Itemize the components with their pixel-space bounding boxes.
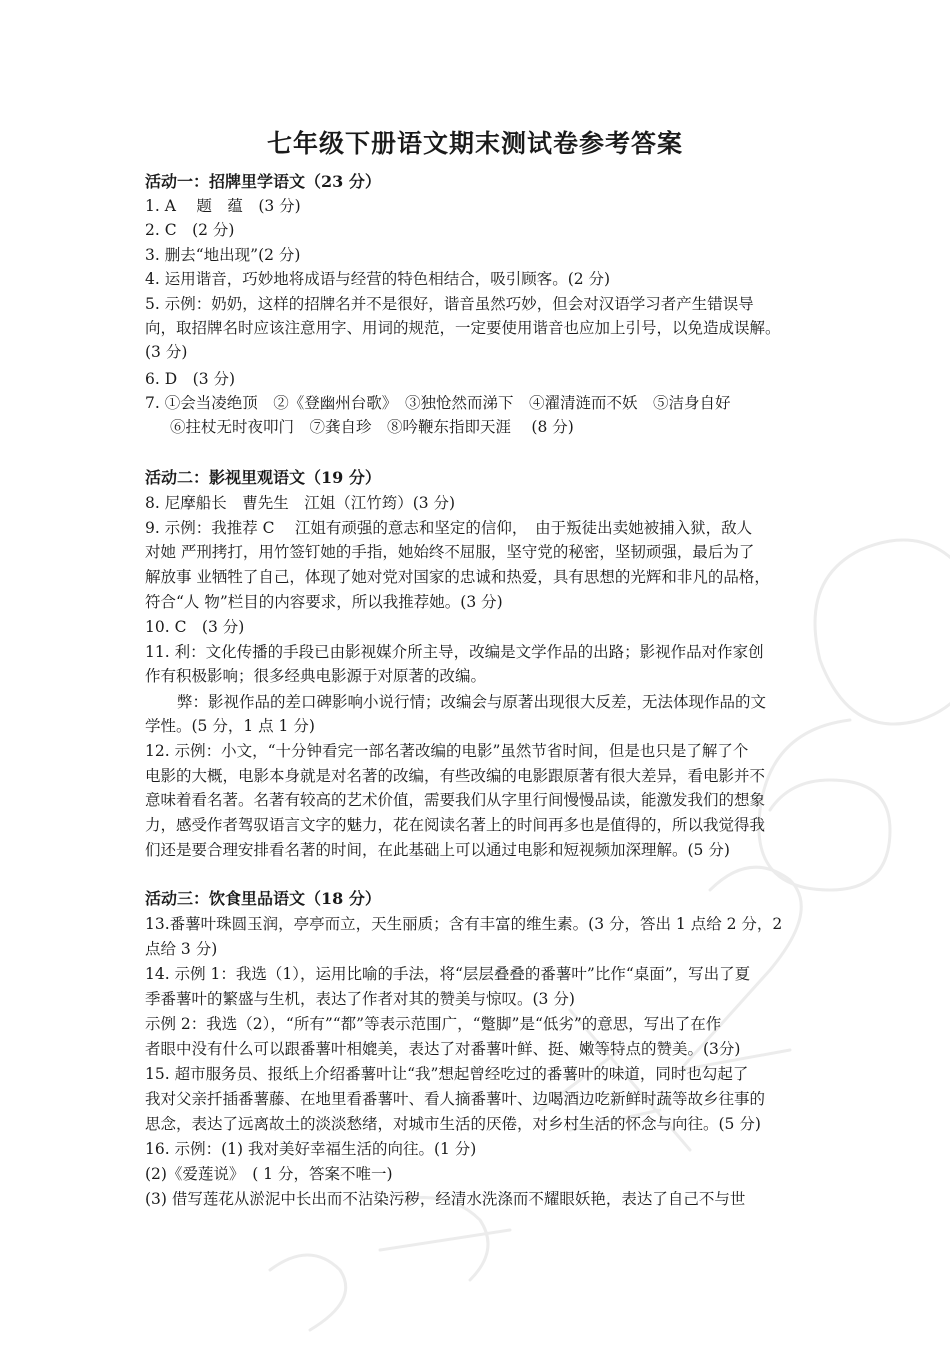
- answer-line: 11. 利：文化传播的手段已由影视媒介所主导，改编是文学作品的出路；影视作品对作家创: [145, 643, 764, 661]
- answer-line: 8. 尼摩船长 曹先生 江姐（江竹筠）(3 分): [145, 494, 456, 512]
- answer-line: (3) 借写莲花从淤泥中长出而不沾染污秽，经清水洗涤而不耀眼妖艳，表达了自己不与世: [145, 1190, 746, 1208]
- answer-line: 学性。(5 分，1 点 1 分): [145, 717, 315, 735]
- answer-line: 思念，表达了远离故土的淡淡愁绪，对城市生活的厌倦，对乡村生活的怀念与向往。(5 分): [145, 1115, 761, 1133]
- answer-line: 2. C (2 分): [145, 221, 235, 239]
- answer-line: 13.番薯叶珠圆玉润，亭亭而立，天生丽质；含有丰富的维生素。(3 分，答出 1 点给 2 分，2: [145, 915, 783, 933]
- answer-line: 示例 2：我选（2），“所有”“都”等表示范围广，“蹩脚”是“低劣”的意思，写出了在作: [145, 1015, 722, 1033]
- document-title: 七年级下册语文期末测试卷参考答案: [266, 129, 683, 158]
- answer-line: 力，感受作者驾驭语言文字的魅力，花在阅读名著上的时间再多也是值得的，所以我觉得我: [145, 816, 766, 834]
- answer-line: (2)《爱莲说》 ( 1 分，答案不唯一): [145, 1165, 393, 1183]
- answer-line: 解放事 业牺牲了自己，体现了她对党对国家的忠诚和热爱，具有思想的光辉和非凡的品格，: [145, 568, 770, 586]
- answer-line: 季番薯叶的繁盛与生机，表达了作者对其的赞美与惊叹。(3 分): [145, 990, 575, 1008]
- answer-line: 6. D (3 分): [145, 370, 236, 388]
- answer-line: 电影的大概，电影本身就是对名著的改编，有些改编的电影跟原著有很大差异，看电影并不: [145, 767, 766, 785]
- section-heading-activity-2: 活动二：影视里观语文（19 分）: [145, 468, 381, 487]
- answer-line: 者眼中没有什么可以跟番薯叶相媲美，表达了对番薯叶鲜、挺、嫩等特点的赞美。(3分): [145, 1040, 741, 1058]
- answer-line: ⑥拄杖无时夜叩门 ⑦龚自珍 ⑧吟鞭东指即天涯 (8 分): [170, 418, 574, 436]
- section-heading-activity-3: 活动三：饮食里品语文（18 分）: [145, 889, 381, 908]
- answer-line: 7. ①会当凌绝顶 ②《登幽州台歌》 ③独怆然而涕下 ④濯清涟而不妖 ⑤洁身自好: [145, 394, 731, 412]
- answer-line: 点给 3 分): [145, 940, 218, 958]
- answer-line: 16. 示例：(1) 我对美好幸福生活的向往。(1 分): [145, 1140, 477, 1158]
- answer-line: 1. A 题 蕴 (3 分): [145, 197, 301, 215]
- answer-line: 10. C (3 分): [145, 618, 245, 636]
- answer-line: 作有积极影响；很多经典电影源于对原著的改编。: [145, 667, 487, 685]
- section-heading-activity-1: 活动一：招牌里学语文（23 分）: [145, 172, 381, 191]
- answer-line: 12. 示例：小文，“十分钟看完一部名著改编的电影”虽然节省时间，但是也只是了解了个: [145, 742, 749, 760]
- answer-line: 们还是要合理安排看名著的时间，在此基础上可以通过电影和短视频加深理解。(5 分): [145, 841, 730, 859]
- answer-line: 我对父亲扦插番薯藤、在地里看番薯叶、看人摘番薯叶、边喝酒边吃新鲜时蔬等故乡往事的: [145, 1090, 766, 1108]
- answer-line: 14. 示例 1：我选（1），运用比喻的手法，将“层层叠叠的番薯叶”比作“桌面”，写出了夏: [145, 965, 751, 983]
- answer-line: 4. 运用谐音，巧妙地将成语与经营的特色相结合，吸引顾客。(2 分): [145, 270, 611, 288]
- answer-line: 3. 删去“地出现”(2 分): [145, 246, 301, 264]
- answer-line: 对她 严刑拷打，用竹签钉她的手指，她始终不屈服，坚守党的秘密，坚韧顽强，最后为了: [145, 543, 755, 561]
- answer-line: 意味着看名著。名著有较高的艺术价值，需要我们从字里行间慢慢品读，能激发我们的想象: [145, 791, 766, 809]
- answer-line: 符合“人 物”栏目的内容要求，所以我推荐她。(3 分): [145, 593, 503, 611]
- answer-line: 5. 示例：奶奶，这样的招牌名并不是很好，谐音虽然巧妙，但会对汉语学习者产生错误导: [145, 295, 754, 313]
- answer-line: 向，取招牌名时应该注意用字、用词的规范，一定要使用谐音也应加上引号，以免造成误解。: [145, 319, 781, 337]
- answer-line: 弊：影视作品的差口碑影响小说行情；改编会与原著出现很大反差，无法体现作品的文: [177, 693, 767, 711]
- answer-line: 15. 超市服务员、报纸上介绍番薯叶让“我”想起曾经吃过的番薯叶的味道，同时也勾起了: [145, 1065, 749, 1083]
- answer-line: (3 分): [145, 343, 188, 361]
- answer-line: 9. 示例：我推荐 C 江姐有顽强的意志和坚定的信仰， 由于叛徒出卖她被捕入狱，敌人: [145, 519, 753, 537]
